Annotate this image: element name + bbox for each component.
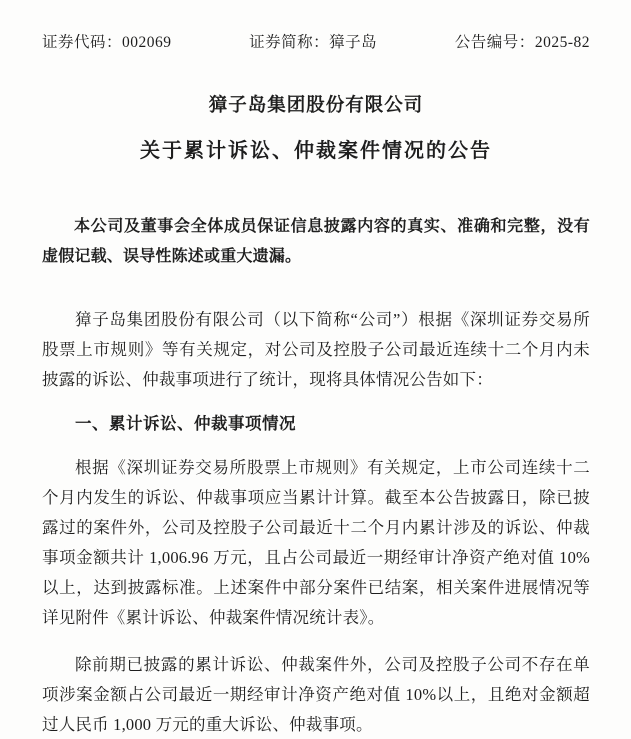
announcement-title: 关于累计诉讼、仲裁案件情况的公告: [140, 140, 492, 162]
board-disclaimer: 本公司及董事会全体成员保证信息披露内容的真实、准确和完整，没有虚假记载、误导性陈述或重大遗漏。: [42, 218, 590, 265]
stock-code-value: 002069: [122, 34, 172, 51]
section-1-heading: 一、累计诉讼、仲裁事项情况: [75, 415, 296, 433]
section-1-paragraph-1: 根据《深圳证券交易所股票上市规则》有关规定，上市公司连续十二个月内发生的诉讼、仲裁事项应当累计计算。截至本公告披露日，除已披露过的案件外，公司及控股子公司最近十二个月内累计涉及的诉讼、仲裁事项金额共计 1,006.96 万元，且占公司最近一期经审计净资产绝对值 10%以上，达到披露标准。上述案件中部分案件已结案，相关案件进展情况等详见附件《累计诉讼、仲裁案件情况统计表》。: [42, 458, 590, 627]
document-header: [42, 30, 590, 52]
announcement-no-label: 公告编号：: [454, 34, 535, 51]
section-1-paragraph-2: 除前期已披露的累计诉讼、仲裁案件外，公司及控股子公司不存在单项涉案金额占公司最近一期经审计净资产绝对值 10%以上，且绝对金额超过人民币 1,000 万元的重大诉讼、仲裁事项。: [42, 655, 590, 734]
stock-code-label: 证券代码：: [42, 34, 123, 51]
stock-name-value: 獐子岛: [329, 34, 378, 51]
stock-name-pair: [249, 30, 377, 52]
company-title: 獐子岛集团股份有限公司: [208, 94, 424, 115]
intro-paragraph: 獐子岛集团股份有限公司（以下简称“公司”）根据《深圳证券交易所股票上市规则》等有关规定，对公司及控股子公司最近连续十二个月内未披露的诉讼、仲裁事项进行了统计，现将具体情况公告如下：: [42, 310, 590, 389]
announcement-no-value: 2025-82: [534, 34, 590, 51]
stock-code-pair: [42, 30, 172, 52]
stock-name-label: 证券简称：: [249, 34, 330, 51]
announcement-no-pair: [455, 30, 590, 52]
